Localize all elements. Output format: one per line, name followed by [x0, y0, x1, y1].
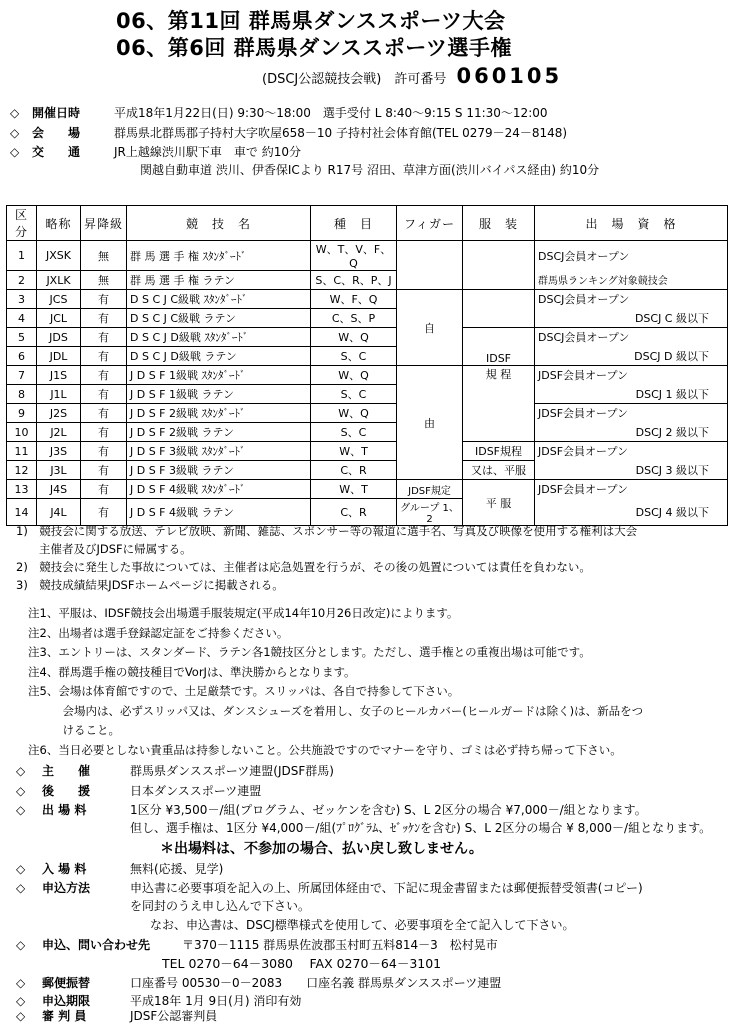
- row-dances: W、Q: [311, 366, 397, 385]
- qual-open: DSCJ会員オープン: [535, 328, 728, 347]
- footer-value: 1区分 ¥3,500－/組(プログラム、ゼッケンを含む) S、L 2区分の場合 ¥7,000－/組となります。: [130, 803, 647, 817]
- row-level: 有: [81, 347, 127, 366]
- row-dances: W、T、V、F、Q: [311, 241, 397, 271]
- row-dances: W、Q: [311, 404, 397, 423]
- row-dances: W、F、Q: [311, 290, 397, 309]
- table-row: [7, 385, 728, 404]
- diamond-icon: ◇: [16, 803, 26, 817]
- footer-label: 申込期限: [42, 994, 91, 1008]
- table-row: [7, 309, 728, 328]
- header-cell: 競 技 名: [127, 206, 311, 241]
- row-event-name: J D S F 1級戦 ラテン: [127, 385, 311, 404]
- dress-idsf-or-plain: IDSF規程: [463, 442, 535, 461]
- row-dances: C、S、P: [311, 309, 397, 328]
- row-dances: S、C: [311, 347, 397, 366]
- qual-open: DSCJ会員オープン: [535, 290, 728, 309]
- row-event-name: D S C J D級戦 ラテン: [127, 347, 311, 366]
- row-level: 有: [81, 385, 127, 404]
- row-number: 1: [7, 241, 37, 271]
- rules-block: [16, 522, 637, 594]
- apply-row: [16, 879, 643, 896]
- figure-blank: [397, 241, 463, 290]
- row-code: J1S: [37, 366, 81, 385]
- row-level: 有: [81, 309, 127, 328]
- footer-label: 出 場 料: [42, 803, 87, 817]
- info-text: JR上越線渋川駅下車 車で 約10分: [114, 145, 301, 159]
- info-label: 開催日時: [32, 106, 81, 120]
- qual-class: DSCJ C 級以下: [535, 309, 728, 328]
- row-event-name: 群 馬 選 手 権 ｽﾀﾝﾀﾞｰﾄﾞ: [127, 241, 311, 271]
- row-number: 13: [7, 480, 37, 499]
- apply-row-2: を同封のうえ申し込んで下さい。: [130, 899, 311, 913]
- info-label: 交 通: [32, 145, 81, 159]
- diamond-icon: ◇: [16, 764, 26, 778]
- subtitle-text: (DSCJ公認競技会戦) 許可番号: [262, 72, 447, 87]
- qual-class: DSCJ 4 級以下: [535, 499, 728, 526]
- table-row: [7, 271, 728, 290]
- table-header-row: [7, 206, 728, 241]
- row-code: JCL: [37, 309, 81, 328]
- diamond-icon: ◇: [16, 994, 26, 1008]
- rule-line: 2) 競技会に発生した事故については、主催者は応急処置を行うが、その後の処置については責任を負わない。: [16, 560, 591, 574]
- row-number: 3: [7, 290, 37, 309]
- table-row: [7, 404, 728, 423]
- qual-open: JDSF会員オープン: [535, 366, 728, 385]
- row-code: JDL: [37, 347, 81, 366]
- title-line-1: 06、第11回 群馬県ダンススポーツ大会: [116, 9, 506, 33]
- table-row: [7, 328, 728, 347]
- note-line: 会場内は、必ずスリッパ又は、ダンスシューズを着用し、女子のヒールカバー(ヒールガードは除く)は、新品をつ: [28, 703, 644, 718]
- footer-label: 入 場 料: [42, 862, 87, 876]
- row-dances: S、C: [311, 423, 397, 442]
- table-row: [7, 442, 728, 461]
- info-datetime: [10, 104, 548, 121]
- note-line: 注4、群馬選手権の競技種目でVorJは、準決勝からとなります。: [28, 664, 356, 679]
- figure-free-1: 自: [397, 290, 463, 366]
- table-row: [7, 290, 728, 309]
- row-code: JXLK: [37, 271, 81, 290]
- row-number: 5: [7, 328, 37, 347]
- postal-row: [16, 974, 501, 991]
- row-number: 6: [7, 347, 37, 366]
- diamond-icon: ◇: [16, 862, 26, 876]
- qual-class: DSCJ 2 級以下: [535, 423, 728, 442]
- row-level: 無: [81, 271, 127, 290]
- footer-value: 日本ダンススポーツ連盟: [130, 784, 262, 798]
- dress-idsf: IDSF: [463, 328, 535, 366]
- note-line: 注1、平服は、IDSF競技会出場選手服装規定(平成14年10月26日改定)によります。: [28, 606, 459, 620]
- footer-value: 無料(応援、見学): [130, 862, 224, 876]
- header-cell: 区分: [7, 206, 37, 241]
- qual-class: DSCJ 3 級以下: [535, 461, 728, 480]
- row-code: JDS: [37, 328, 81, 347]
- row-code: J3L: [37, 461, 81, 480]
- fee-row: [16, 801, 647, 818]
- table-row: [7, 480, 728, 499]
- diamond-icon: ◇: [10, 106, 20, 120]
- header-cell: 服 装: [463, 206, 535, 241]
- header-cell: 昇降級: [81, 206, 127, 241]
- table-row: [7, 347, 728, 366]
- diamond-icon: ◇: [16, 976, 26, 990]
- table-row: [7, 461, 728, 480]
- row-code: J4S: [37, 480, 81, 499]
- info-label: 会 場: [32, 126, 81, 140]
- footer-value: 〒370－1115 群馬県佐波郡玉村町五料814－3 松村晃市: [182, 938, 498, 952]
- row-code: J2S: [37, 404, 81, 423]
- footer-label: 主 催: [42, 764, 91, 778]
- events-table: [6, 205, 728, 526]
- note-line: 注3、エントリーは、スタンダード、ラテン各1競技区分とします。ただし、選手権との重複出場は可能です。: [28, 645, 591, 659]
- info-access-2: 関越自動車道 渋川、伊香保ICより R17号 沼田、草津方面(渋川バイパス経由) 約10分: [140, 163, 600, 177]
- rule-line: 3) 競技成績結果JDSFホームページに掲載される。: [16, 578, 284, 592]
- row-level: 有: [81, 328, 127, 347]
- permit-number: 060105: [456, 64, 563, 88]
- rule-line: 1) 競技会に関する放送、テレビ放映、新聞、雑誌、スポンサー等の報道に選手名、写真及び映像を使用する権利は大会: [16, 524, 638, 538]
- footer-label: 郵便振替: [42, 976, 91, 990]
- header-cell: 出 場 資 格: [535, 206, 728, 241]
- note-line: 注6、当日必要としない貴重品は持参しないこと。公共施設ですのでマナーを守り、ゴミは必ず持ち帰って下さい。: [28, 742, 622, 757]
- row-number: 10: [7, 423, 37, 442]
- row-code: JXSK: [37, 241, 81, 271]
- contact-row: [16, 936, 498, 953]
- dress-blank: [463, 290, 535, 328]
- fee-row-2: 但し、選手権は、1区分 ¥4,000－/組(ﾌﾟﾛｸﾞﾗﾑ、ｾﾞｯｹﾝを含む) S、L 2区分の場合 ¥ 8,000－/組となります。: [130, 821, 712, 835]
- diamond-icon: ◇: [16, 784, 26, 798]
- row-number: 9: [7, 404, 37, 423]
- row-dances: W、T: [311, 442, 397, 461]
- row-number: 4: [7, 309, 37, 328]
- footer-value: 平成18年 1月 9日(月) 消印有効: [130, 994, 302, 1008]
- qual-open: JDSF会員オープン: [535, 442, 728, 461]
- diamond-icon: ◇: [16, 881, 26, 895]
- row-event-name: 群 馬 選 手 権 ラテン: [127, 271, 311, 290]
- header-cell: フィガー: [397, 206, 463, 241]
- qual-class: DSCJ D 級以下: [535, 347, 728, 366]
- row-dances: S、C: [311, 385, 397, 404]
- table-row: [7, 366, 728, 385]
- qual-open: JDSF会員オープン: [535, 480, 728, 499]
- dress-idsf-rule: 規 程: [463, 366, 535, 442]
- row-level: 有: [81, 366, 127, 385]
- qual-class: DSCJ 1 級以下: [535, 385, 728, 404]
- figure-free-2: 由: [397, 366, 463, 480]
- host-row: [16, 762, 334, 779]
- footer-label: 後 援: [42, 784, 91, 798]
- info-venue: [10, 124, 567, 141]
- events-body: [7, 241, 728, 526]
- diamond-icon: ◇: [16, 1009, 26, 1023]
- rule-line: 主催者及びJDSFに帰属する。: [16, 542, 192, 556]
- row-event-name: J D S F 4級戦 ｽﾀﾝﾀﾞｰﾄﾞ: [127, 480, 311, 499]
- qual-open: JDSF会員オープン: [535, 404, 728, 423]
- row-dances: C、R: [311, 461, 397, 480]
- table-row: [7, 423, 728, 442]
- qual-class: 群馬県ランキング対象競技会: [535, 271, 728, 290]
- footer-value: JDSF公認審判員: [130, 1009, 218, 1023]
- notes-block: [28, 604, 643, 760]
- info-access: [10, 143, 301, 160]
- row-number: 14: [7, 499, 37, 526]
- row-level: 有: [81, 499, 127, 526]
- judge-row: [16, 1007, 217, 1024]
- header-cell: 種 目: [311, 206, 397, 241]
- row-event-name: J D S F 2級戦 ラテン: [127, 423, 311, 442]
- footer-label: 審 判 員: [42, 1009, 87, 1023]
- row-dances: W、Q: [311, 328, 397, 347]
- note-line: 注5、会場は体育館ですので、土足厳禁です。スリッパは、各自で持参して下さい。: [28, 684, 460, 698]
- diamond-icon: ◇: [10, 145, 20, 159]
- apply-row-3: なお、申込書は、DSCJ標準様式を使用して、必要事項を全て記入して下さい。: [150, 918, 575, 932]
- figure-jdsf-rule: JDSF規定: [397, 480, 463, 499]
- row-code: J1L: [37, 385, 81, 404]
- dress-or-plain: 又は、平服: [463, 461, 535, 480]
- diamond-icon: ◇: [16, 938, 26, 952]
- row-level: 有: [81, 290, 127, 309]
- header-cell: 略称: [37, 206, 81, 241]
- dress-blank: [463, 241, 535, 290]
- qual-open: DSCJ会員オープン: [535, 241, 728, 271]
- row-code: J4L: [37, 499, 81, 526]
- title-line-2: 06、第6回 群馬県ダンススポーツ選手権: [116, 36, 512, 60]
- row-number: 7: [7, 366, 37, 385]
- row-level: 有: [81, 480, 127, 499]
- row-event-name: J D S F 3級戦 ｽﾀﾝﾀﾞｰﾄﾞ: [127, 442, 311, 461]
- row-level: 有: [81, 461, 127, 480]
- diamond-icon: ◇: [10, 126, 20, 140]
- row-event-name: J D S F 3級戦 ラテン: [127, 461, 311, 480]
- support-row: [16, 782, 261, 799]
- row-dances: S、C、R、P、J: [311, 271, 397, 290]
- row-level: 有: [81, 442, 127, 461]
- row-number: 2: [7, 271, 37, 290]
- row-level: 有: [81, 404, 127, 423]
- row-event-name: D S C J C級戦 ｽﾀﾝﾀﾞｰﾄﾞ: [127, 290, 311, 309]
- info-text: 群馬県北群馬郡子持村大字吹屋658－10 子持村社会体育館(TEL 0279－24－8148): [114, 126, 568, 140]
- row-event-name: D S C J C級戦 ラテン: [127, 309, 311, 328]
- subtitle: [262, 64, 562, 88]
- figure-jdsf-group: グループ 1、2: [397, 499, 463, 526]
- footer-label: 申込、問い合わせ先: [42, 938, 151, 952]
- row-number: 8: [7, 385, 37, 404]
- row-code: J2L: [37, 423, 81, 442]
- row-event-name: J D S F 1級戦 ｽﾀﾝﾀﾞｰﾄﾞ: [127, 366, 311, 385]
- row-dances: W、T: [311, 480, 397, 499]
- entry-row: [16, 860, 223, 877]
- row-code: JCS: [37, 290, 81, 309]
- footer-value: 申込書に必要事項を記入の上、所属団体経由で、下記に現金書留または郵便振替受領書(コピー): [130, 881, 643, 895]
- note-line: けること。: [28, 723, 120, 737]
- row-event-name: D S C J D級戦 ｽﾀﾝﾀﾞｰﾄﾞ: [127, 328, 311, 347]
- row-number: 12: [7, 461, 37, 480]
- footer-label: 申込方法: [42, 881, 91, 895]
- row-level: 有: [81, 423, 127, 442]
- fee-note: ＊出場料は、不参加の場合、払い戻し致しません。: [160, 841, 483, 857]
- info-text: 平成18年1月22日(日) 9:30～18:00 選手受付 L 8:40～9:15 S 11:30～12:00: [114, 106, 548, 120]
- row-dances: C、R: [311, 499, 397, 526]
- footer-value: 群馬県ダンススポーツ連盟(JDSF群馬): [130, 764, 334, 778]
- footer-value: 口座番号 00530－0－2083 口座名義 群馬県ダンススポーツ連盟: [130, 976, 502, 990]
- row-event-name: J D S F 4級戦 ラテン: [127, 499, 311, 526]
- dress-plain: 平 服: [463, 480, 535, 526]
- contact-row-2: TEL 0270－64－3080 FAX 0270－64－3101: [162, 956, 442, 971]
- table-row: [7, 241, 728, 271]
- row-code: J3S: [37, 442, 81, 461]
- note-line: 注2、出場者は選手登録認定証をご持参ください。: [28, 625, 289, 640]
- row-level: 無: [81, 241, 127, 271]
- row-number: 11: [7, 442, 37, 461]
- row-event-name: J D S F 2級戦 ｽﾀﾝﾀﾞｰﾄﾞ: [127, 404, 311, 423]
